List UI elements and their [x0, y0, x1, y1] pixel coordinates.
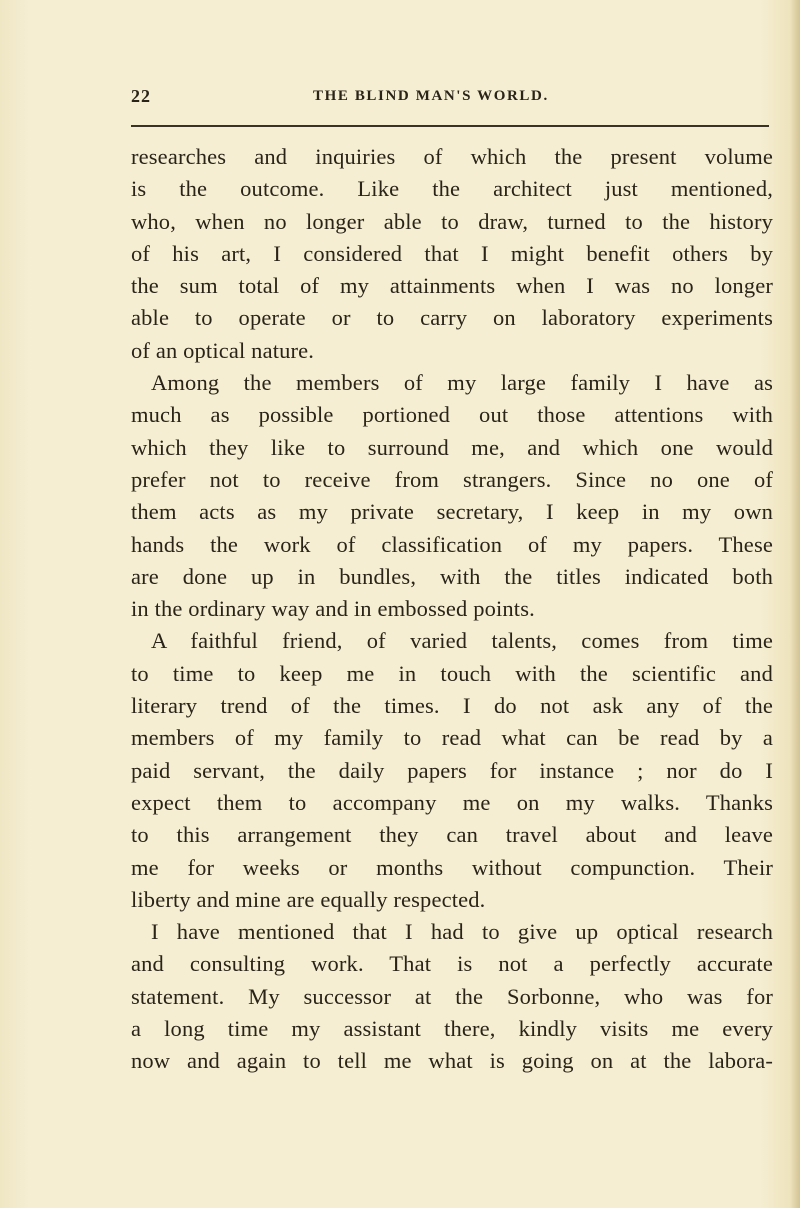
- text-line: much as possible portioned out those attentions with: [131, 402, 773, 428]
- running-title: THE BLIND MAN'S WORLD.: [313, 88, 549, 104]
- page-number: 22: [131, 86, 151, 106]
- text-line: them acts as my private secretary, I keep in my own: [131, 499, 773, 525]
- running-head: [131, 86, 771, 110]
- body-text: [131, 141, 773, 1078]
- text-line: of his art, I considered that I might benefit others by: [131, 240, 773, 266]
- header-rule: [131, 125, 769, 127]
- page-edge-shadow: [790, 0, 800, 1208]
- text-line: to time to keep me in touch with the scientific and: [131, 660, 773, 686]
- text-line: of an optical nature.: [131, 337, 315, 363]
- text-line: who, when no longer able to draw, turned to the history: [131, 208, 773, 234]
- text-line: researches and inquiries of which the present volume: [131, 144, 773, 169]
- paragraph-start-line: Among the members of my large family I have as: [151, 370, 773, 396]
- text-line: hands the work of classification of my papers. These: [131, 531, 773, 557]
- text-line: now and again to tell me what is going on at the labora-: [131, 1048, 773, 1074]
- text-line: prefer not to receive from strangers. Since no one of: [131, 466, 773, 492]
- text-line: me for weeks or months without compunction. Their: [131, 854, 773, 880]
- text-line: expect them to accompany me on my walks. Thanks: [131, 789, 773, 815]
- text-line: statement. My successor at the Sorbonne, who was for: [131, 983, 773, 1009]
- text-line: and consulting work. That is not a perfectly accurate: [131, 951, 773, 977]
- text-line: members of my family to read what can be read by a: [131, 725, 773, 751]
- text-line: are done up in bundles, with the titles indicated both: [131, 563, 773, 589]
- text-line: is the outcome. Like the architect just mentioned,: [131, 176, 773, 202]
- text-line: able to operate or to carry on laboratory experiments: [131, 305, 773, 331]
- paragraph-start-line: A faithful friend, of varied talents, comes from time: [151, 628, 773, 654]
- text-line: in the ordinary way and in embossed points.: [131, 596, 535, 622]
- text-line: the sum total of my attainments when I was no longer: [131, 273, 773, 299]
- text-line: paid servant, the daily papers for instance ; nor do I: [131, 757, 773, 783]
- text-line: a long time my assistant there, kindly visits me every: [131, 1016, 773, 1042]
- paragraph-start-line: I have mentioned that I had to give up optical research: [151, 919, 773, 945]
- text-line: to this arrangement they can travel about and leave: [131, 822, 773, 848]
- text-line: literary trend of the times. I do not ask any of the: [131, 693, 773, 719]
- text-line: liberty and mine are equally respected.: [131, 886, 486, 912]
- text-line: which they like to surround me, and which one would: [131, 434, 773, 460]
